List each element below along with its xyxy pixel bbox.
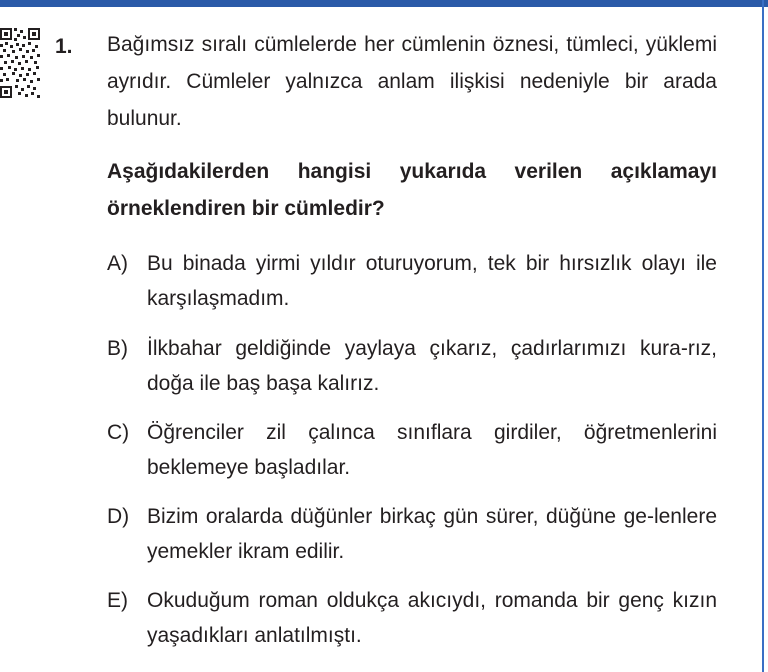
- option-text: İlkbahar geldiğinde yaylaya çıkarız, çadırlarımızı kura-rız, doğa ile baş başa kalırız.: [147, 337, 717, 395]
- header-band: [0, 0, 768, 7]
- option-letter: D): [107, 505, 130, 528]
- question-number: 1.: [55, 35, 73, 58]
- option-text: Okuduğum roman oldukça akıcıydı, romanda bir genç kızın yaşadıkları anlatılmıştı.: [147, 589, 717, 647]
- option-letter: E): [107, 589, 128, 612]
- question-prompt: Aşağıdakilerden hangisi yukarıda verilen açıklamayı örneklendiren bir cümledir?: [107, 160, 717, 220]
- option-text: Bizim oralarda düğünler birkaç gün sürer, düğüne ge-lenlere yemekler ikram edilir.: [147, 505, 717, 563]
- option-text: Öğrenciler zil çalınca sınıflara girdiler, öğretmenlerini beklemeye başladılar.: [147, 421, 717, 479]
- option-letter: B): [107, 337, 128, 360]
- option-text: Bu binada yirmi yıldır oturuyorum, tek bir hırsızlık olayı ile karşılaşmadım.: [147, 252, 717, 310]
- column-divider: [762, 0, 764, 672]
- question-stem: Bağımsız sıralı cümlelerde her cümlenin öznesi, tümleci, yüklemi ayrıdır. Cümleler yalnızca anlam ilişkisi nedeniyle bir arada bulunur.: [107, 33, 717, 130]
- option-letter: A): [107, 252, 128, 275]
- option-letter: C): [107, 421, 130, 444]
- qr-code-icon: [0, 28, 42, 100]
